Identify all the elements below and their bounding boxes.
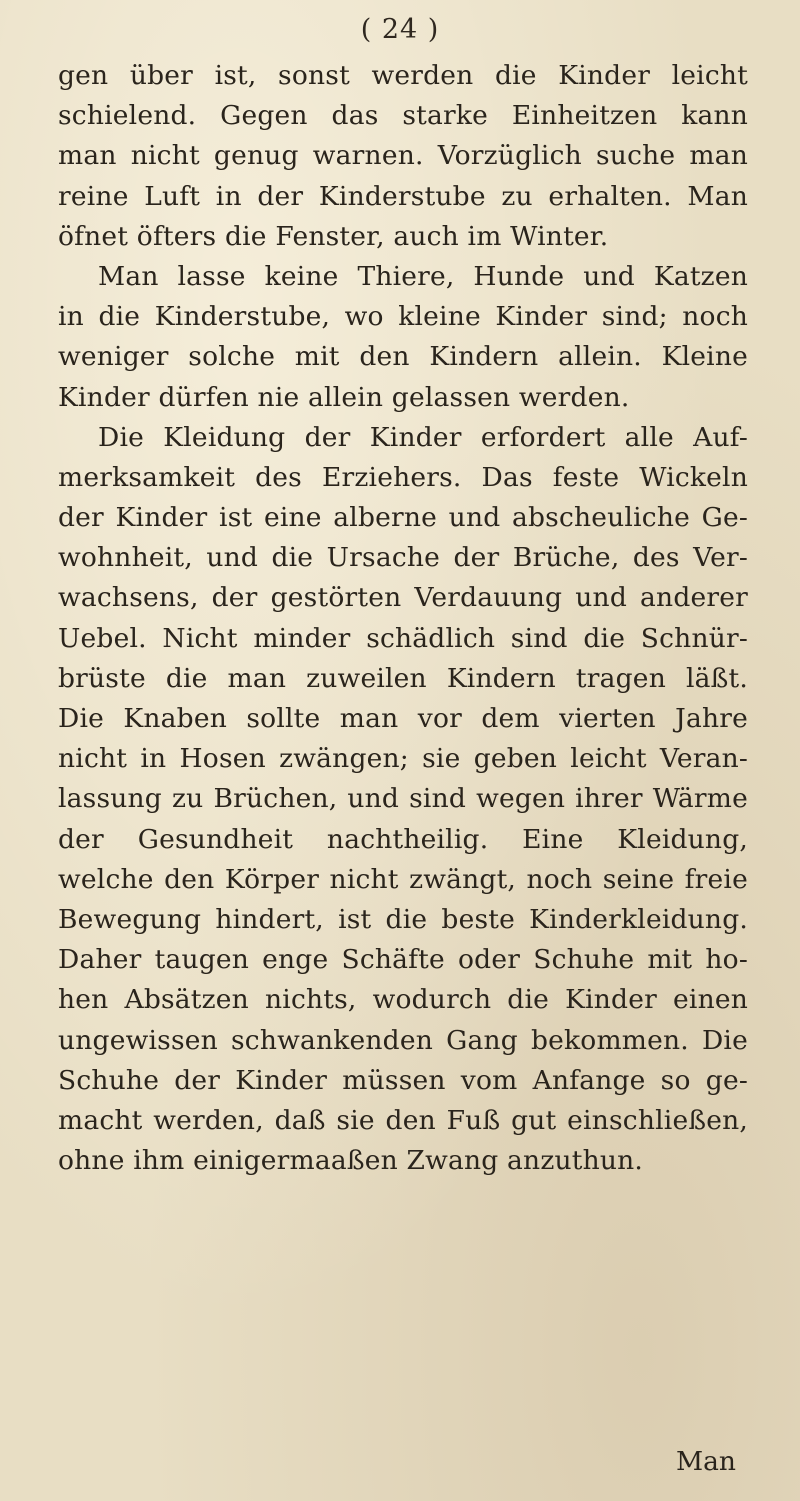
text-line: lassung zu Brüchen, und sind wegen ihrer Wärme — [58, 783, 748, 815]
text-line: macht werden, daß sie den Fuß gut einschließen, — [58, 1104, 748, 1136]
text-line: brüste die man zuweilen Kindern tragen läßt. — [58, 662, 748, 694]
text-line: wachsens, der gestörten Verdauung und anderer — [58, 582, 748, 614]
text-line: der Kinder ist eine alberne und abscheuliche Ge- — [58, 502, 748, 534]
body-text — [58, 56, 748, 1181]
text-line: öfnet öfters die Fenster, auch im Winter. — [58, 220, 609, 252]
text-line: hen Absätzen nichts, wodurch die Kinder einen — [58, 984, 748, 1016]
text-line: Die Knaben sollte man vor dem vierten Jahre — [58, 703, 748, 734]
text-line: Man lasse keine Thiere, Hunde und Katzen — [98, 260, 748, 292]
paragraph-3 — [58, 418, 748, 1182]
text-line: merksamkeit des Erziehers. Das feste Wickeln — [58, 461, 748, 493]
text-line: welche den Körper nicht zwängt, noch seine freie — [58, 863, 748, 895]
text-line: Die Kleidung der Kinder erfordert alle Auf- — [98, 421, 748, 453]
text-line: ungewissen schwankenden Gang bekommen. Die — [58, 1024, 748, 1056]
text-line: man nicht genug warnen. Vorzüglich suche man — [58, 140, 748, 172]
text-line: Daher taugen enge Schäfte oder Schuhe mit ho- — [58, 944, 748, 976]
text-line: schielend. Gegen das starke Einheitzen kann — [58, 100, 748, 132]
text-line: reine Luft in der Kinderstube zu erhalten. Man — [58, 180, 748, 212]
catchword: Man — [675, 1446, 736, 1477]
text-line: weniger solche mit den Kindern allein. Kleine — [58, 341, 748, 373]
text-line: Uebel. Nicht minder schädlich sind die Schnür- — [58, 622, 748, 654]
text-line: ohne ihm einigermaaßen Zwang anzuthun. — [58, 1145, 644, 1177]
paragraph-1 — [58, 56, 748, 257]
page-number: ( 24 ) — [360, 14, 440, 45]
text-line: der Gesundheit nachtheilig. Eine Kleidung, — [58, 823, 748, 855]
text-line: wohnheit, und die Ursache der Brüche, des Ver- — [58, 542, 748, 574]
text-line: Schuhe der Kinder müssen vom Anfange so ge- — [58, 1064, 748, 1096]
text-line: Bewegung hindert, ist die beste Kinderkleidung. — [58, 903, 748, 935]
text-line: gen über ist, sonst werden die Kinder leicht — [58, 60, 748, 91]
text-line: nicht in Hosen zwängen; sie geben leicht Veran- — [58, 743, 748, 775]
paragraph-2 — [58, 257, 748, 418]
text-line: in die Kinderstube, wo kleine Kinder sind; noch — [58, 301, 748, 333]
text-line: Kinder dürfen nie allein gelassen werden. — [58, 381, 630, 413]
